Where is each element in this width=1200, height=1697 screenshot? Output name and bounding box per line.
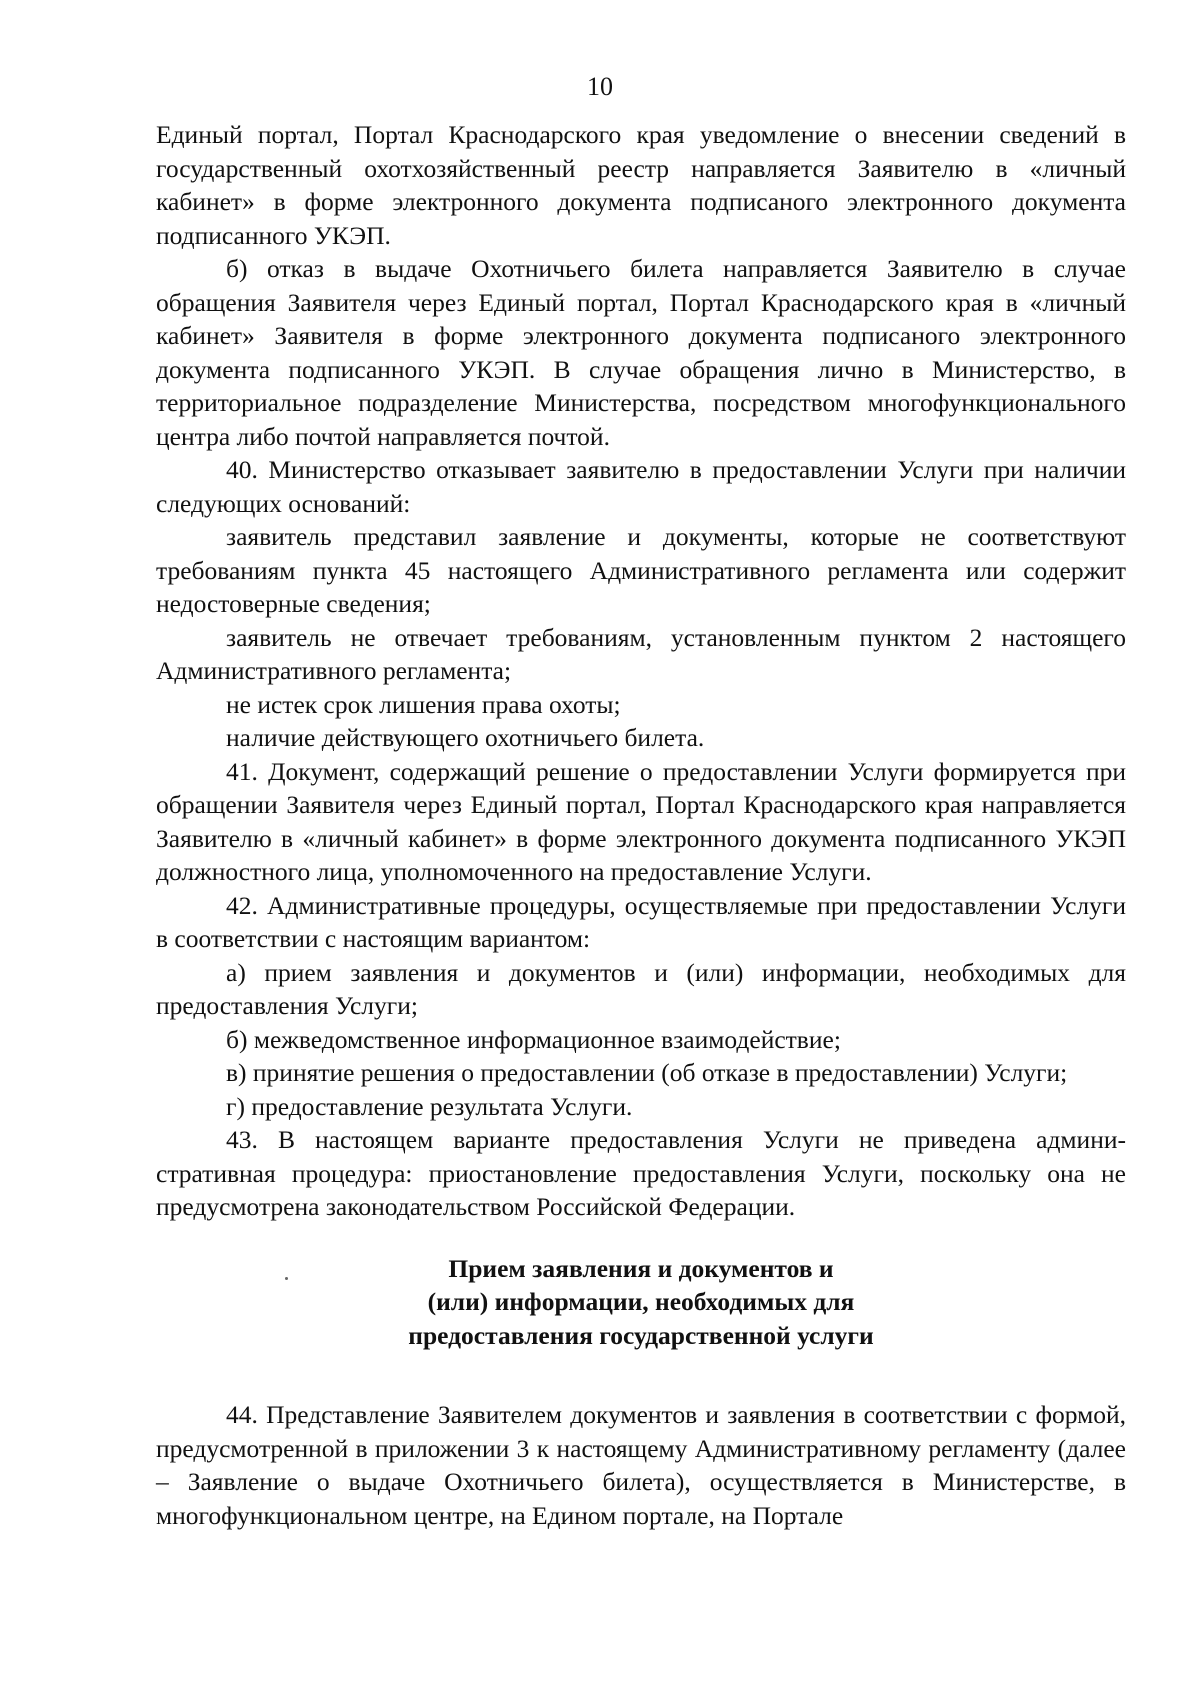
section-heading-line-1: Прием заявления и документов и [448,1253,834,1283]
paragraph-intro: Единый портал, Портал Краснодарского края уведомление о внесении сведений в государственный охотхозяйственный реестр направляется Заявителю в «личный кабинет» в форме электронного документа подписаного электронного документа подписанного УКЭП. [156,120,1126,250]
paragraph-42: 42. Административные процедуры, осуществляемые при предоставлении Услуги в соответствии с настоящим вариантом: [156,890,1126,953]
paragraph-40-ground-4: наличие действующего охотничьего билета. [226,723,705,752]
paragraph-41: 41. Документ, содержащий решение о предоставлении Услуги формируется при обращении Заявителя через Единый портал, Портал Краснодарского края направляется Заявителю в «личный кабинет» в форме электронного документа подписанного УКЭП должностного лица, уполномоченного на предоставление Услуги. [156,756,1126,886]
page-number: 10 [587,72,613,101]
paragraph-42-a: а) прием заявления и документов и (или) информации, необходимых для предоставления Услуги; [156,957,1126,1020]
paragraph-42-g: г) предоставление результата Услуги. [226,1091,633,1121]
section-heading-line-2: (или) информации, необходимых для [427,1287,855,1316]
paragraph-refusal-b: б) отказ в выдаче Охотничьего билета направляется Заявителю в случае обращения Заявителя через Единый портал, Портал Краснодарского края в «личный кабинет» Заявителя в форме электронного документа подписаного электронного документа подписанного УКЭП. В случае обращения лично в Министерство, в территориальное подразделение Министерства, посредством многофункционального центра либо почтой направляется почтой. [156,254,1126,451]
paragraph-44: 44. Представление Заявителем документов и заявления в соответствии с формой, предусмотренной в приложении 3 к настоящему Административному регламенту (далее – Заявление о выдаче Охотничьего билета), осуществляется в Министерстве, в многофункциональном центре, на Едином портале, на Портале [156,1400,1126,1530]
paragraph-40-ground-1: заявитель представил заявление и документы, которые не соответствуют требованиям пункта 45 настоящего Административного регламента или содержит недостоверные сведения; [156,522,1126,618]
document-body [156,118,1126,1532]
paragraph-43: 43. В настоящем варианте предоставления Услуги не приведена административная процедура: приостановление предоставления Услуги, поскольку она не предусмотрена законодательством Российской Федерации. [156,1125,1126,1221]
paragraph-40-ground-3: не истек срок лишения права охоты; [226,689,621,719]
paragraph-42-v: в) принятие решения о предоставлении (об отказе в предоставлении) Услуги; [226,1058,1068,1087]
section-heading-line-3: предоставления государственной услуги [408,1320,874,1350]
scan-speck [285,1277,288,1280]
section-heading [156,1252,1126,1353]
paragraph-40-ground-2: заявитель не отвечает требованиям, установленным пунктом 2 настоящего Административного регламента; [156,622,1126,685]
paragraph-40: 40. Министерство отказывает заявителю в предоставлении Услуги при наличии следующих оснований: [156,455,1126,518]
paragraph-42-b: б) межведомственное информационное взаимодействие; [226,1024,841,1054]
